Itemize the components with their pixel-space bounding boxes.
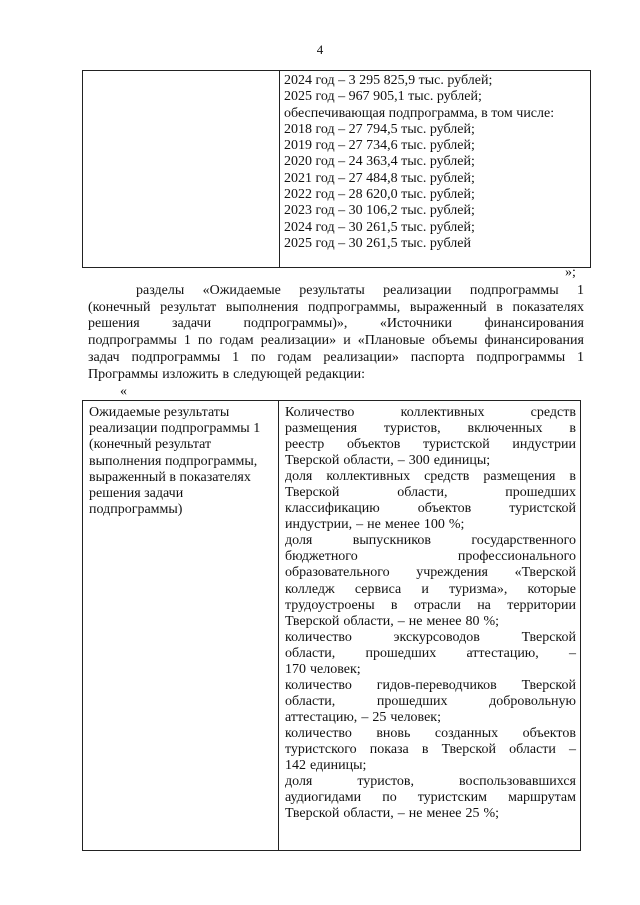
- word: экскурсоводов: [393, 629, 480, 645]
- word: годам: [277, 349, 312, 365]
- word: результаты: [299, 283, 365, 298]
- word: территории: [507, 597, 576, 613]
- word: средств: [424, 469, 470, 485]
- text-line: [285, 453, 576, 469]
- word: подпрограммы: [476, 349, 566, 365]
- word: коллективных: [400, 405, 485, 420]
- word: «Источники: [379, 316, 453, 332]
- word: Количество: [285, 405, 355, 420]
- word: в: [421, 741, 429, 757]
- word: не: [367, 517, 381, 533]
- text-line: [285, 405, 576, 421]
- text-line: [285, 726, 576, 742]
- word: –: [397, 453, 405, 469]
- text-line: [88, 283, 584, 300]
- funding-table-right-cell: [280, 71, 591, 268]
- text-line: [88, 333, 584, 350]
- word: менее: [426, 613, 462, 629]
- heading-line: выраженный в показателях: [89, 469, 251, 485]
- word: области,: [343, 613, 394, 629]
- word: Тверской: [285, 613, 340, 629]
- word: реализации»: [323, 349, 399, 365]
- word: в: [496, 299, 503, 315]
- text-line: [285, 742, 576, 758]
- word: –: [397, 613, 405, 629]
- funding-line: 2024 год – 30 261,5 тыс. рублей;: [284, 219, 475, 235]
- word: вновь: [376, 725, 411, 741]
- text-line: [285, 646, 576, 662]
- text-line: [285, 533, 576, 549]
- text-line: [285, 485, 576, 501]
- word: «Плановые: [357, 333, 425, 349]
- word: 1: [183, 333, 191, 349]
- word: трудоустроены: [285, 597, 375, 613]
- word: бюджетного: [285, 549, 358, 565]
- word: задачи: [172, 316, 212, 332]
- word: в: [569, 421, 576, 437]
- word: выпускников: [352, 533, 431, 549]
- word: учреждения: [416, 565, 488, 581]
- word: аттестацию,: [466, 645, 539, 661]
- word: выполнения: [225, 299, 299, 315]
- word: финансирования: [484, 333, 584, 349]
- word: 25: [465, 806, 480, 822]
- word: области,: [343, 806, 394, 822]
- word: «Тверской: [514, 565, 576, 581]
- word: %;: [483, 806, 499, 822]
- word: туристов,: [357, 774, 415, 790]
- word: человек;: [390, 709, 441, 725]
- word: показателях: [512, 299, 584, 315]
- text-line: [285, 549, 576, 565]
- text-line: [285, 774, 576, 790]
- word: –: [568, 645, 576, 661]
- word: туристской: [422, 437, 490, 453]
- word: доля: [285, 774, 313, 790]
- text-line: [285, 421, 576, 437]
- funding-line: 2024 год – 3 295 825,9 тыс. рублей;: [284, 73, 493, 88]
- word: созданных: [434, 725, 499, 741]
- word: отрасли: [413, 597, 461, 613]
- word: туристским: [417, 790, 488, 806]
- heading-line: решения задачи: [89, 486, 184, 502]
- word: доля: [285, 469, 313, 485]
- heading-line: выполнения подпрограммы,: [89, 453, 258, 469]
- word: человек;: [310, 661, 361, 677]
- word: количество: [285, 725, 352, 741]
- word: включенных: [467, 421, 543, 437]
- word: %;: [483, 613, 499, 629]
- word: туристов,: [383, 421, 441, 437]
- word: 80: [465, 613, 480, 629]
- word: разделы: [136, 283, 185, 298]
- word: 170: [285, 661, 306, 677]
- word: объектов: [522, 725, 576, 741]
- funding-line: 2025 год – 967 905,1 тыс. рублей;: [284, 89, 482, 105]
- word: области,: [397, 485, 448, 501]
- word: туризма»,: [449, 581, 508, 597]
- word: колледж: [285, 581, 335, 597]
- word: Тверской: [521, 629, 576, 645]
- funding-table-left-cell: [83, 71, 280, 268]
- funding-line: 2020 год – 24 363,4 тыс. рублей;: [284, 154, 475, 170]
- word: 100: [423, 517, 445, 533]
- word: на: [477, 597, 491, 613]
- word: подпрограммы,: [307, 299, 401, 315]
- word: сервиса: [354, 581, 402, 597]
- text-line: [88, 316, 584, 333]
- word: прошедших: [376, 693, 448, 709]
- text-line: [285, 662, 576, 678]
- text-line: [285, 806, 576, 822]
- word: аудиогидами: [285, 790, 362, 806]
- word: аттестацию,: [285, 709, 358, 725]
- word: добровольную: [489, 693, 576, 709]
- text-line: [285, 694, 576, 710]
- heading-line: реализации подпрограммы 1: [89, 421, 261, 437]
- word: (конечный: [88, 299, 151, 315]
- word: доля: [285, 533, 313, 549]
- word: финансирования: [484, 316, 584, 332]
- funding-line: 2023 год – 30 106,2 тыс. рублей;: [284, 203, 475, 219]
- word: 25: [372, 709, 387, 725]
- word: 1: [232, 349, 240, 365]
- word: реестр: [285, 437, 325, 453]
- word: индустрии: [512, 437, 576, 453]
- word: результат: [160, 299, 217, 315]
- word: классификацию: [285, 501, 380, 517]
- word: 1: [577, 349, 584, 365]
- word: 142: [285, 758, 306, 774]
- word: 300: [408, 453, 430, 469]
- text-line: [285, 565, 576, 581]
- word: решения: [88, 316, 140, 332]
- word: не: [408, 613, 423, 629]
- text-line: [285, 710, 576, 726]
- expected-results-values-cell: [279, 401, 581, 851]
- word: по: [250, 349, 266, 365]
- text-line: [285, 614, 576, 630]
- text-line: [88, 300, 584, 317]
- word: выраженный: [409, 299, 487, 315]
- closing-quote: »;: [565, 265, 576, 280]
- word: показа: [369, 741, 409, 757]
- text-line: [285, 598, 576, 614]
- word: туристской: [509, 501, 576, 517]
- word: гидов-переводчиков: [376, 677, 497, 693]
- word: размещения: [285, 421, 358, 437]
- page-number: 4: [316, 42, 324, 57]
- text-line: [88, 367, 584, 384]
- text-line: [285, 790, 576, 806]
- word: «Ожидаемые: [202, 283, 281, 298]
- word: средств: [530, 405, 576, 420]
- word: количество: [285, 629, 352, 645]
- word: изложить: [162, 366, 219, 382]
- word: прошедших: [365, 645, 437, 661]
- funding-line: 2018 год – 27 794,5 тыс. рублей;: [284, 121, 475, 137]
- text-line: [285, 630, 576, 646]
- word: в: [222, 366, 230, 382]
- word: редакции:: [305, 366, 366, 382]
- word: следующей: [233, 366, 302, 382]
- word: образовательного: [285, 565, 390, 581]
- word: индустрии,: [285, 517, 353, 533]
- text-line: [285, 437, 576, 453]
- word: в: [390, 597, 398, 613]
- word: по: [197, 333, 213, 349]
- word: государственного: [471, 533, 576, 549]
- word: %;: [448, 517, 465, 533]
- text-line: [88, 350, 584, 367]
- word: менее: [426, 806, 462, 822]
- word: –: [361, 709, 369, 725]
- word: по: [382, 790, 397, 806]
- funding-line: 2021 год – 27 484,8 тыс. рублей;: [284, 170, 475, 186]
- word: количество: [285, 677, 352, 693]
- word: годам: [219, 333, 254, 349]
- expected-results-heading-cell: [83, 401, 279, 851]
- word: Программы: [88, 366, 159, 382]
- word: Тверской: [441, 741, 496, 757]
- opening-quote: «: [120, 384, 127, 399]
- word: области,: [343, 453, 394, 469]
- word: области,: [285, 645, 336, 661]
- heading-line: подпрограммы): [89, 502, 183, 518]
- word: не: [408, 806, 423, 822]
- word: коллективных: [326, 469, 411, 485]
- word: размещения: [483, 469, 556, 485]
- funding-line: 2019 год – 27 734,6 тыс. рублей;: [284, 138, 475, 154]
- word: единицы;: [433, 453, 491, 469]
- word: паспорта: [410, 349, 465, 365]
- word: реализации: [383, 283, 452, 298]
- heading-line: (конечный результат: [89, 437, 212, 453]
- word: 1: [577, 283, 584, 298]
- word: объектов: [346, 437, 401, 453]
- word: туристского: [285, 741, 357, 757]
- word: объемы: [431, 333, 478, 349]
- word: подпрограммы: [131, 349, 221, 365]
- text-line: [285, 501, 576, 517]
- word: Тверской: [285, 485, 340, 501]
- word: –: [397, 806, 405, 822]
- text-line: [285, 469, 576, 485]
- word: области: [509, 741, 556, 757]
- word: и: [421, 581, 429, 597]
- word: которые: [527, 581, 576, 597]
- funding-line: обеспечивающая подпрограмма, в том числе:: [284, 105, 555, 121]
- text-line: [285, 758, 576, 774]
- word: Тверской: [285, 453, 340, 469]
- word: Тверской: [285, 806, 340, 822]
- heading-line: Ожидаемые результаты: [89, 405, 230, 420]
- word: Тверской: [521, 677, 576, 693]
- word: задач: [88, 349, 120, 365]
- funding-line: 2025 год – 30 261,5 тыс. рублей: [284, 235, 471, 251]
- word: –: [356, 517, 364, 533]
- word: области,: [285, 693, 336, 709]
- word: единицы;: [310, 758, 367, 774]
- word: менее: [384, 517, 420, 533]
- word: объектов: [417, 501, 472, 517]
- word: профессионального: [457, 549, 576, 565]
- word: –: [569, 741, 576, 757]
- word: в: [569, 469, 576, 485]
- word: реализации»: [260, 333, 337, 349]
- text-line: [285, 517, 576, 533]
- word: подпрограммы: [469, 283, 559, 298]
- word: подпрограммы)»,: [243, 316, 348, 332]
- funding-line: 2022 год – 28 620,0 тыс. рублей;: [284, 187, 475, 203]
- amendment-paragraph: [88, 283, 584, 383]
- text-line: [285, 678, 576, 694]
- word: маршрутам: [508, 790, 576, 806]
- word: воспользовавшихся: [459, 774, 576, 790]
- funding-table-continuation: [82, 70, 591, 268]
- word: и: [343, 333, 351, 349]
- word: подпрограммы: [88, 333, 177, 349]
- word: прошедших: [505, 485, 576, 501]
- text-line: [285, 582, 576, 598]
- expected-results-table: [82, 400, 581, 851]
